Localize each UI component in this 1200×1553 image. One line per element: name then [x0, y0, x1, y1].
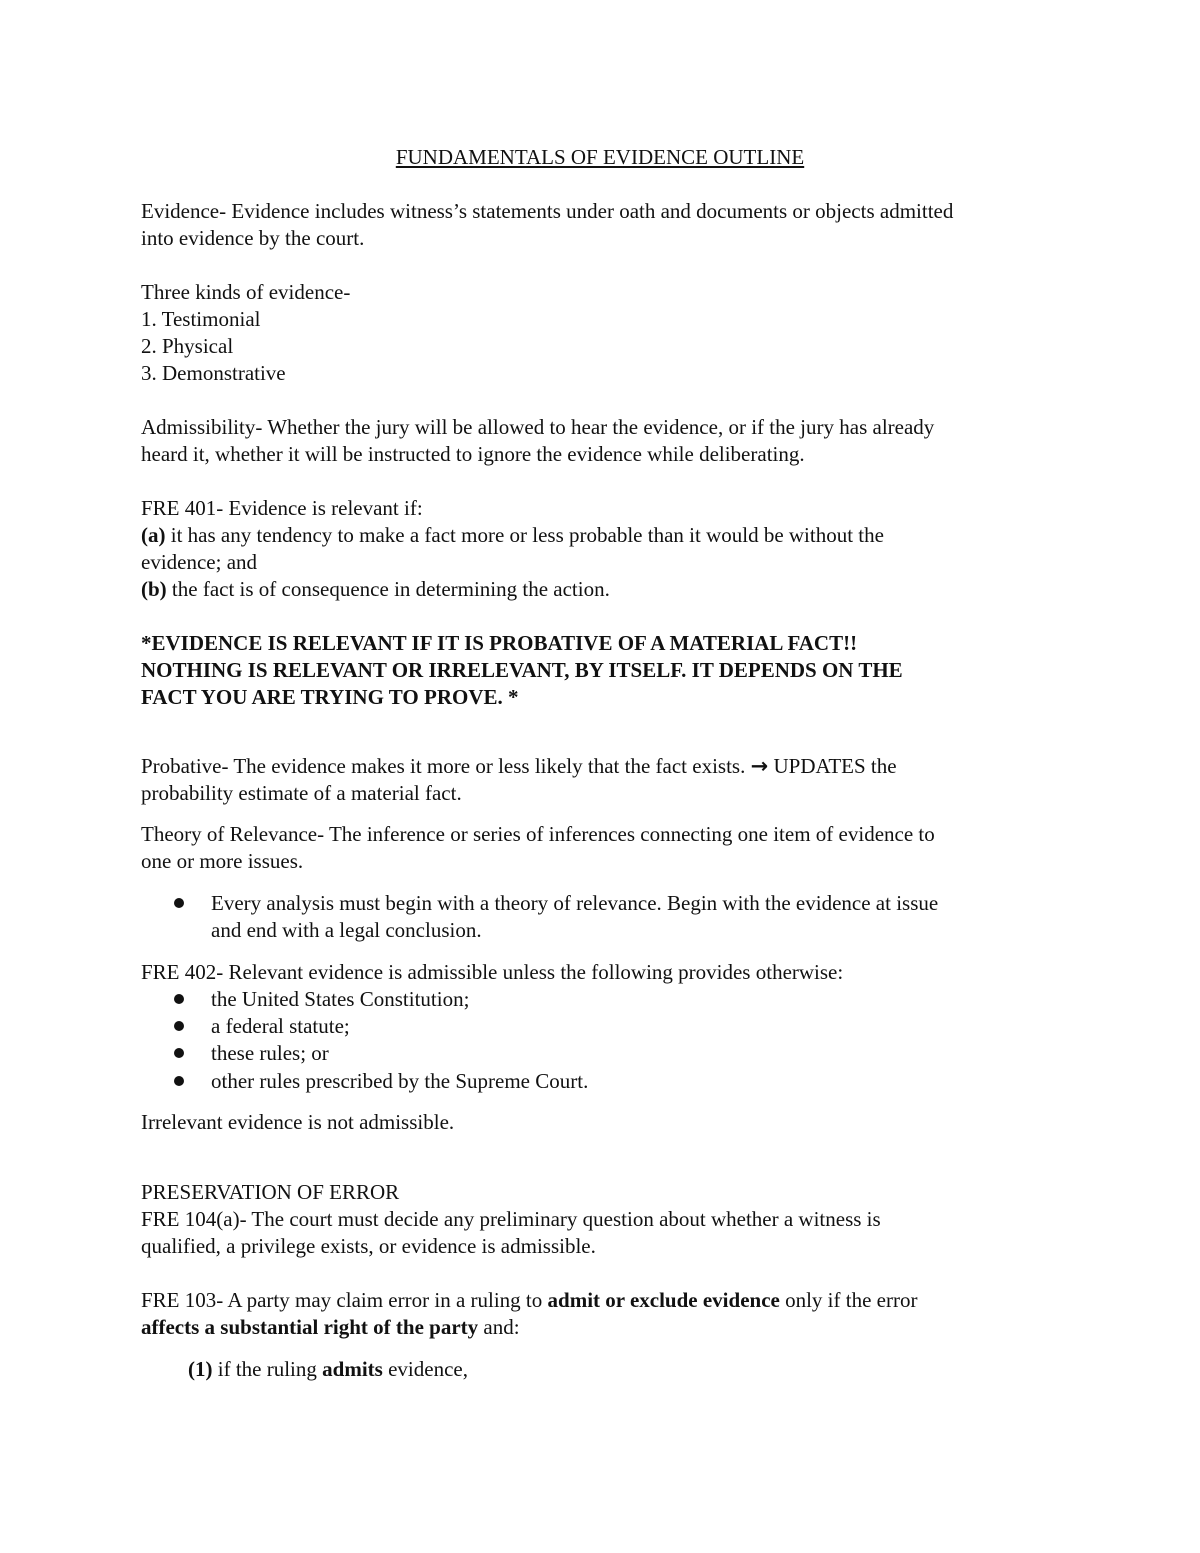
fre401-heading: FRE 401- Evidence is relevant if:: [141, 496, 423, 520]
fre402-footer: Irrelevant evidence is not admissible.: [141, 1110, 455, 1134]
right-arrow-icon: →: [750, 754, 769, 778]
probative-line1: Probative- The evidence makes it more or less likely that the fact exists. → UPDATES the: [141, 754, 897, 778]
bullet-icon: [174, 898, 184, 908]
theory-line1: Theory of Relevance- The inference or series of inferences connecting one item of evidence to: [141, 822, 935, 846]
kinds-item: 2. Physical: [141, 334, 234, 358]
fre104-line1: FRE 104(a)- The court must decide any preliminary question about whether a witness is: [141, 1207, 881, 1231]
fre402-heading: FRE 402- Relevant evidence is admissible unless the following provides otherwise:: [141, 960, 844, 984]
fre103-line1: FRE 103- A party may claim error in a ruling to admit or exclude evidence only if the error: [141, 1288, 918, 1312]
admissibility-line1: Admissibility- Whether the jury will be allowed to hear the evidence, or if the jury has already: [141, 415, 935, 439]
fre402-item: these rules; or: [211, 1041, 329, 1065]
theory-bullet-line1: Every analysis must begin with a theory of relevance. Begin with the evidence at issue: [211, 891, 939, 915]
item-label: (1): [188, 1357, 213, 1381]
fre401-item-b: (b) the fact is of consequence in determining the action.: [141, 577, 610, 601]
emphasis-line1: *EVIDENCE IS RELEVANT IF IT IS PROBATIVE OF A MATERIAL FACT!!: [141, 631, 858, 655]
item-label: (b): [141, 577, 167, 601]
fre103-line2: affects a substantial right of the party and:: [141, 1315, 520, 1339]
theory-line2: one or more issues.: [141, 849, 304, 873]
emphasis-line3: FACT YOU ARE TRYING TO PROVE. *: [141, 685, 519, 709]
kinds-item: 3. Demonstrative: [141, 361, 286, 385]
page-title: FUNDAMENTALS OF EVIDENCE OUTLINE: [395, 145, 805, 169]
fre402-item: the United States Constitution;: [211, 987, 470, 1011]
fre401-item-a-cont: evidence; and: [141, 550, 258, 574]
term: Evidence-: [141, 199, 227, 223]
bullet-icon: [174, 1076, 184, 1086]
emphasis-line2: NOTHING IS RELEVANT OR IRRELEVANT, BY ITSELF. IT DEPENDS ON THE: [141, 658, 903, 682]
fre401-item-a: (a) it has any tendency to make a fact more or less probable than it would be without the: [141, 523, 884, 547]
kinds-heading: Three kinds of evidence-: [141, 280, 351, 304]
fre402-item: a federal statute;: [211, 1014, 350, 1038]
item-label: (a): [141, 523, 166, 547]
bullet-icon: [174, 1021, 184, 1031]
kinds-item: 1. Testimonial: [141, 307, 261, 331]
fre104-line2: qualified, a privilege exists, or evidence is admissible.: [141, 1234, 596, 1258]
admissibility-line2: heard it, whether it will be instructed to ignore the evidence while deliberating.: [141, 442, 805, 466]
evidence-definition-line2: into evidence by the court.: [141, 226, 365, 250]
preservation-heading: PRESERVATION OF ERROR: [141, 1180, 400, 1204]
fre402-item: other rules prescribed by the Supreme Court.: [211, 1069, 589, 1093]
theory-bullet-line2: and end with a legal conclusion.: [211, 918, 482, 942]
fre103-item1: (1) if the ruling admits evidence,: [188, 1357, 468, 1381]
bullet-icon: [174, 994, 184, 1004]
bullet-icon: [174, 1048, 184, 1058]
probative-line2: probability estimate of a material fact.: [141, 781, 462, 805]
evidence-definition-line1: Evidence- Evidence includes witness’s statements under oath and documents or objects admitted: [141, 199, 954, 223]
